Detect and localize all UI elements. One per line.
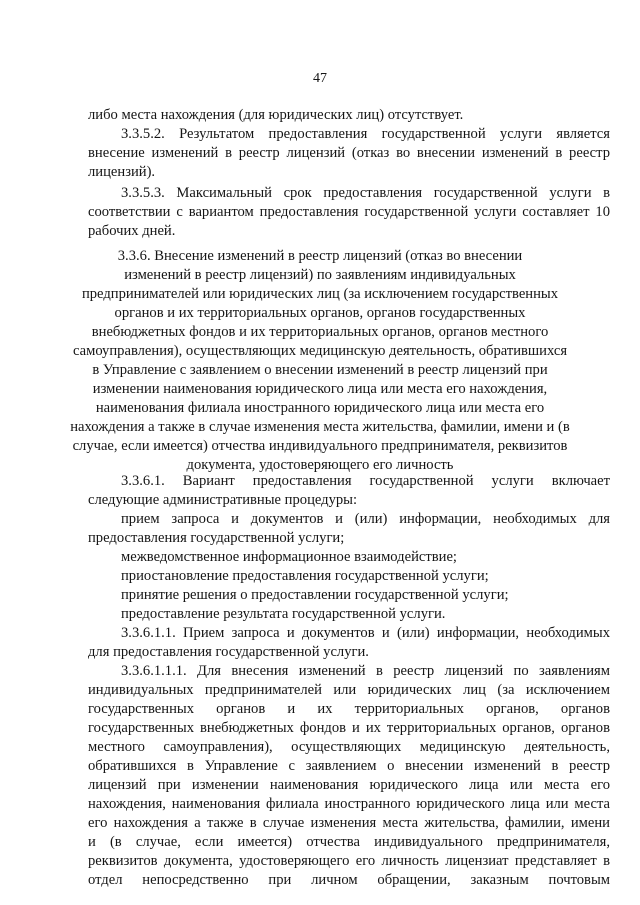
heading-line: 3.3.6. Внесение изменений в реестр лицензий (отказ во внесении: [117, 248, 523, 264]
list-item: принятие решения о предоставлении государственной услуги;: [121, 587, 509, 603]
text-line: его нахождения а также в случае изменения места жительства, фамилии, имени: [88, 815, 610, 831]
list-item: прием запроса и документов и (или) информации, необходимых для: [121, 511, 610, 527]
text-line: нахождения, наименования филиала иностранного юридического лица или места: [88, 796, 610, 812]
heading-line: самоуправления), осуществляющих медицинскую деятельность, обратившихся: [72, 343, 568, 359]
heading-line: наименования филиала иностранного юридического лица или места его: [95, 400, 545, 416]
text-line: внесение изменений в реестр лицензий (отказ во внесении изменений в реестр: [88, 145, 610, 161]
text-line: 3.3.5.2. Результатом предоставления государственной услуги является: [121, 126, 610, 142]
text-line: рабочих дней.: [88, 223, 176, 239]
text-line: индивидуальных предпринимателей или юридических лиц (за исключением: [88, 682, 610, 698]
text-line: государственных внебюджетных фондов и их территориальных органов, органов: [88, 720, 610, 736]
text-line: либо места нахождения (для юридических лиц) отсутствует.: [88, 107, 464, 123]
heading-line: внебюджетных фондов и их территориальных органов, органов местного: [91, 324, 549, 340]
text-line: 3.3.5.3. Максимальный срок предоставления государственной услуги в: [121, 185, 610, 201]
heading-line: предпринимателей или юридических лиц (за исключением государственных: [81, 286, 559, 302]
text-line: 3.3.6.1. Вариант предоставления государственной услуги включает: [121, 473, 610, 489]
text-line: обратившихся в Управление с заявлением о внесении изменений в реестр: [88, 758, 610, 774]
heading-line: органов и их территориальных органов, органов государственных: [114, 305, 526, 321]
page-number: 47: [313, 71, 327, 86]
heading-line: изменений в реестр лицензий) по заявлениям индивидуальных: [124, 267, 516, 283]
text-line: 3.3.6.1.1. Прием запроса и документов и (или) информации, необходимых: [121, 625, 610, 641]
heading-line: изменении наименования юридического лица или места его нахождения,: [92, 381, 548, 397]
text-line: лицензий при изменении наименования юридического лица или места его: [88, 777, 610, 793]
text-line: 3.3.6.1.1.1. Для внесения изменений в реестр лицензий по заявлениям: [121, 663, 610, 679]
heading-line: документа, удостоверяющего его личность: [186, 457, 454, 473]
list-item: приостановление предоставления государственной услуги;: [121, 568, 489, 584]
text-line: и (в случае, если имеется) отчества индивидуального предпринимателя,: [88, 834, 610, 850]
text-line: лицензий).: [88, 164, 156, 180]
text-line: реквизитов документа, удостоверяющего его личность лицензиат представляет в: [88, 853, 610, 869]
text-line: государственных органов и их территориальных органов, органов: [88, 701, 610, 717]
text-line: соответствии с вариантом предоставления государственной услуги составляет 10: [88, 204, 610, 220]
text-line: следующие административные процедуры:: [88, 492, 358, 508]
text-line: для предоставления государственной услуги.: [88, 644, 369, 660]
text-line: предоставления государственной услуги;: [88, 530, 345, 546]
list-item: межведомственное информационное взаимодействие;: [121, 549, 457, 565]
heading-line: нахождения а также в случае изменения места жительства, фамилии, имени и (в: [70, 419, 570, 435]
text-line: местного самоуправления), осуществляющих медицинскую деятельность,: [88, 739, 610, 755]
heading-line: в Управление с заявлением о внесении изменений в реестр лицензий при: [92, 362, 548, 378]
list-item: предоставление результата государственной услуги.: [121, 606, 446, 622]
text-line: отдел непосредственно при личном обращении, заказным почтовым: [88, 872, 610, 888]
heading-line: случае, если имеется) отчества индивидуального предпринимателя, реквизитов: [72, 438, 568, 454]
